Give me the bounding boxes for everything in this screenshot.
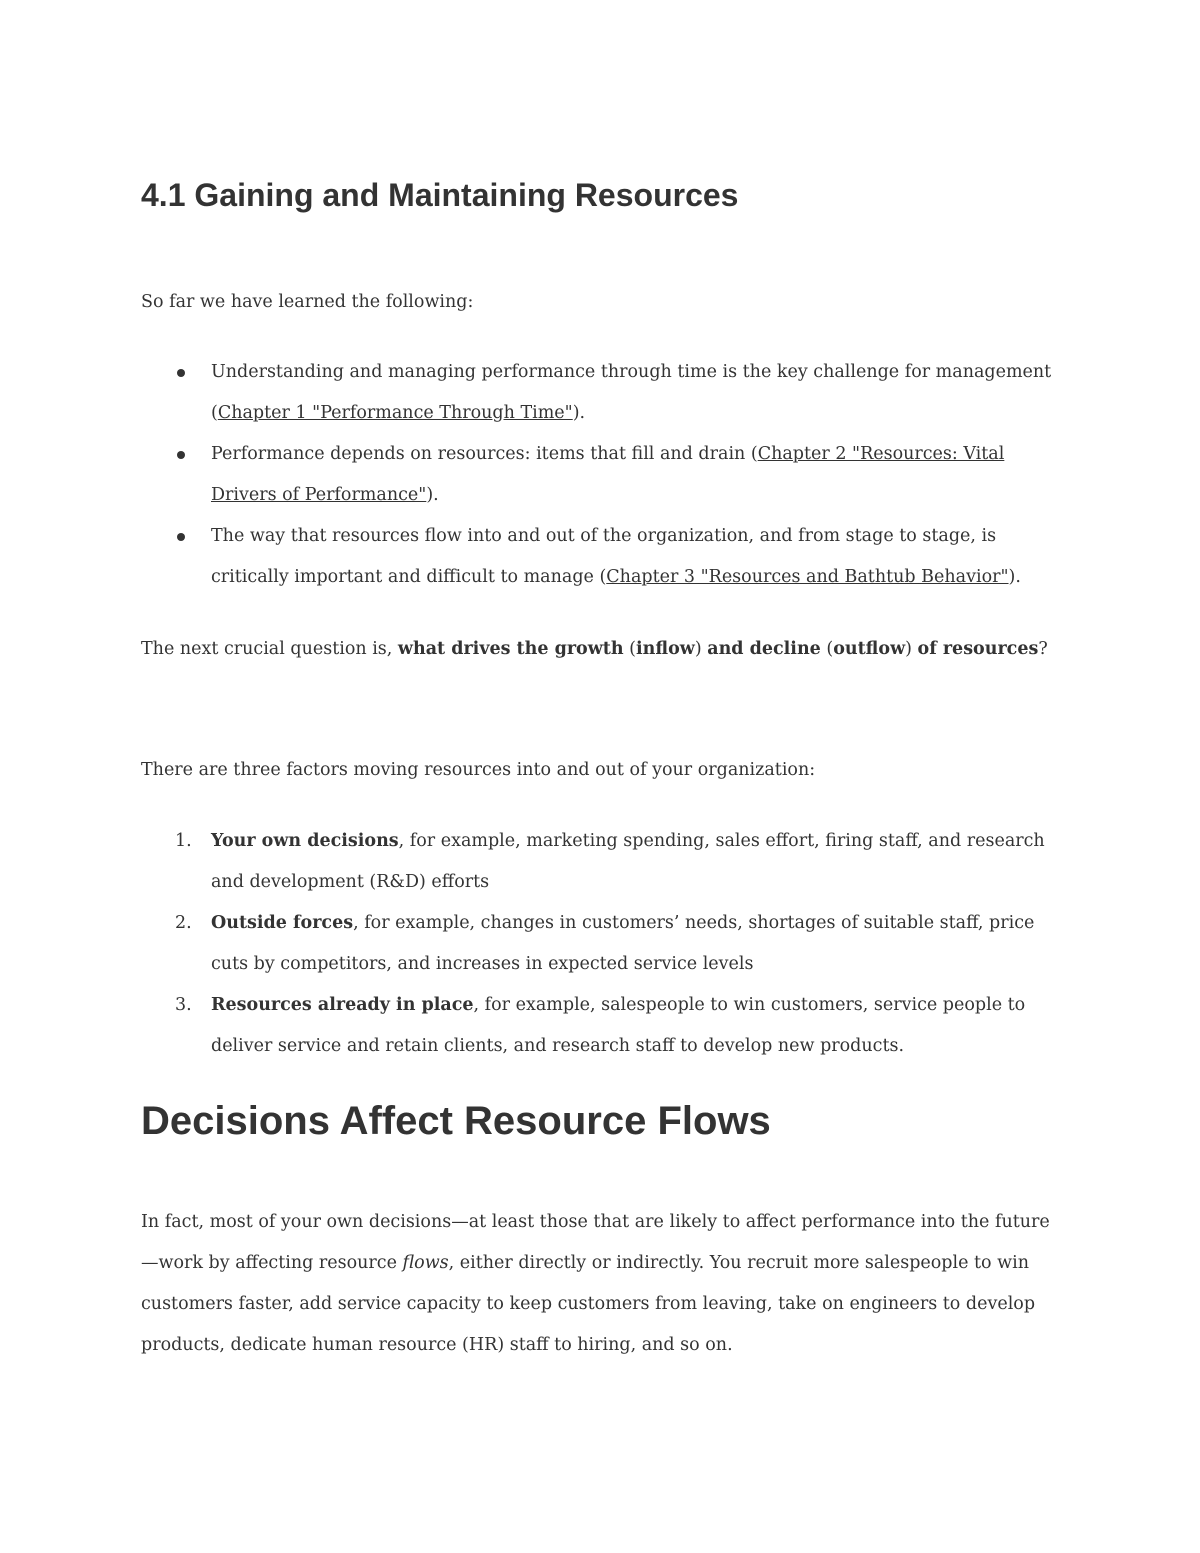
list-number: 2. [175, 913, 192, 933]
list-item: 3. Resources already in place, for example, salespeople to win customers, service people to deliver service and retain clients, and research staff to develop new products. [141, 985, 1056, 1067]
learned-list [141, 352, 1056, 598]
section-heading: 4.1 Gaining and Maintaining Resources [141, 177, 739, 213]
list-number: 3. [175, 995, 192, 1015]
list-item: 2. Outside forces, for example, changes in customers’ needs, shortages of suitable staff, price cuts by competitors, and increases in expected service levels [141, 903, 1056, 985]
chapter-3-link[interactable]: Chapter 3 "Resources and Bathtub Behavior" [606, 567, 1009, 587]
bullet-icon [177, 533, 185, 541]
list-number: 1. [175, 831, 192, 851]
list-item: The way that resources flow into and out of the organization, and from stage to stage, is critically important and difficult to manage (Chapter 3 "Resources and Bathtub Behavior"). [141, 516, 1056, 598]
factors-intro: There are three factors moving resources into and out of your organization: [141, 760, 816, 780]
bullet-icon [177, 451, 185, 459]
chapter-heading: Decisions Affect Resource Flows [141, 1099, 771, 1143]
intro-paragraph: So far we have learned the following: [141, 292, 474, 312]
list-item: Performance depends on resources: items that fill and drain (Chapter 2 "Resources: Vital Drivers of Performance"). [141, 434, 1056, 516]
bullet-icon [177, 369, 185, 377]
chapter-1-link[interactable]: Chapter 1 "Performance Through Time" [217, 403, 573, 423]
list-item: Understanding and managing performance through time is the key challenge for management (Chapter 1 "Performance Through Time"). [141, 352, 1056, 434]
list-item: 1. Your own decisions, for example, marketing spending, sales effort, firing staff, and research and development (R&D) efforts [141, 821, 1056, 903]
factors-list [141, 821, 1056, 1067]
closing-paragraph: In fact, most of your own decisions—at least those that are likely to affect performance into the future—work by affecting resource flows, either directly or indirectly. You recruit more salespeople to win customers faster, add service capacity to keep customers from leaving, take on engineers to develop products, dedicate human resource (HR) staff to hiring, and so on. [141, 1212, 1050, 1355]
question-paragraph: The next crucial question is, what drives the growth (inflow) and decline (outflow) of resources? [141, 639, 1048, 659]
chapter-2-link[interactable]: Chapter 2 "Resources: Vital Drivers of Performance" [211, 444, 1005, 505]
